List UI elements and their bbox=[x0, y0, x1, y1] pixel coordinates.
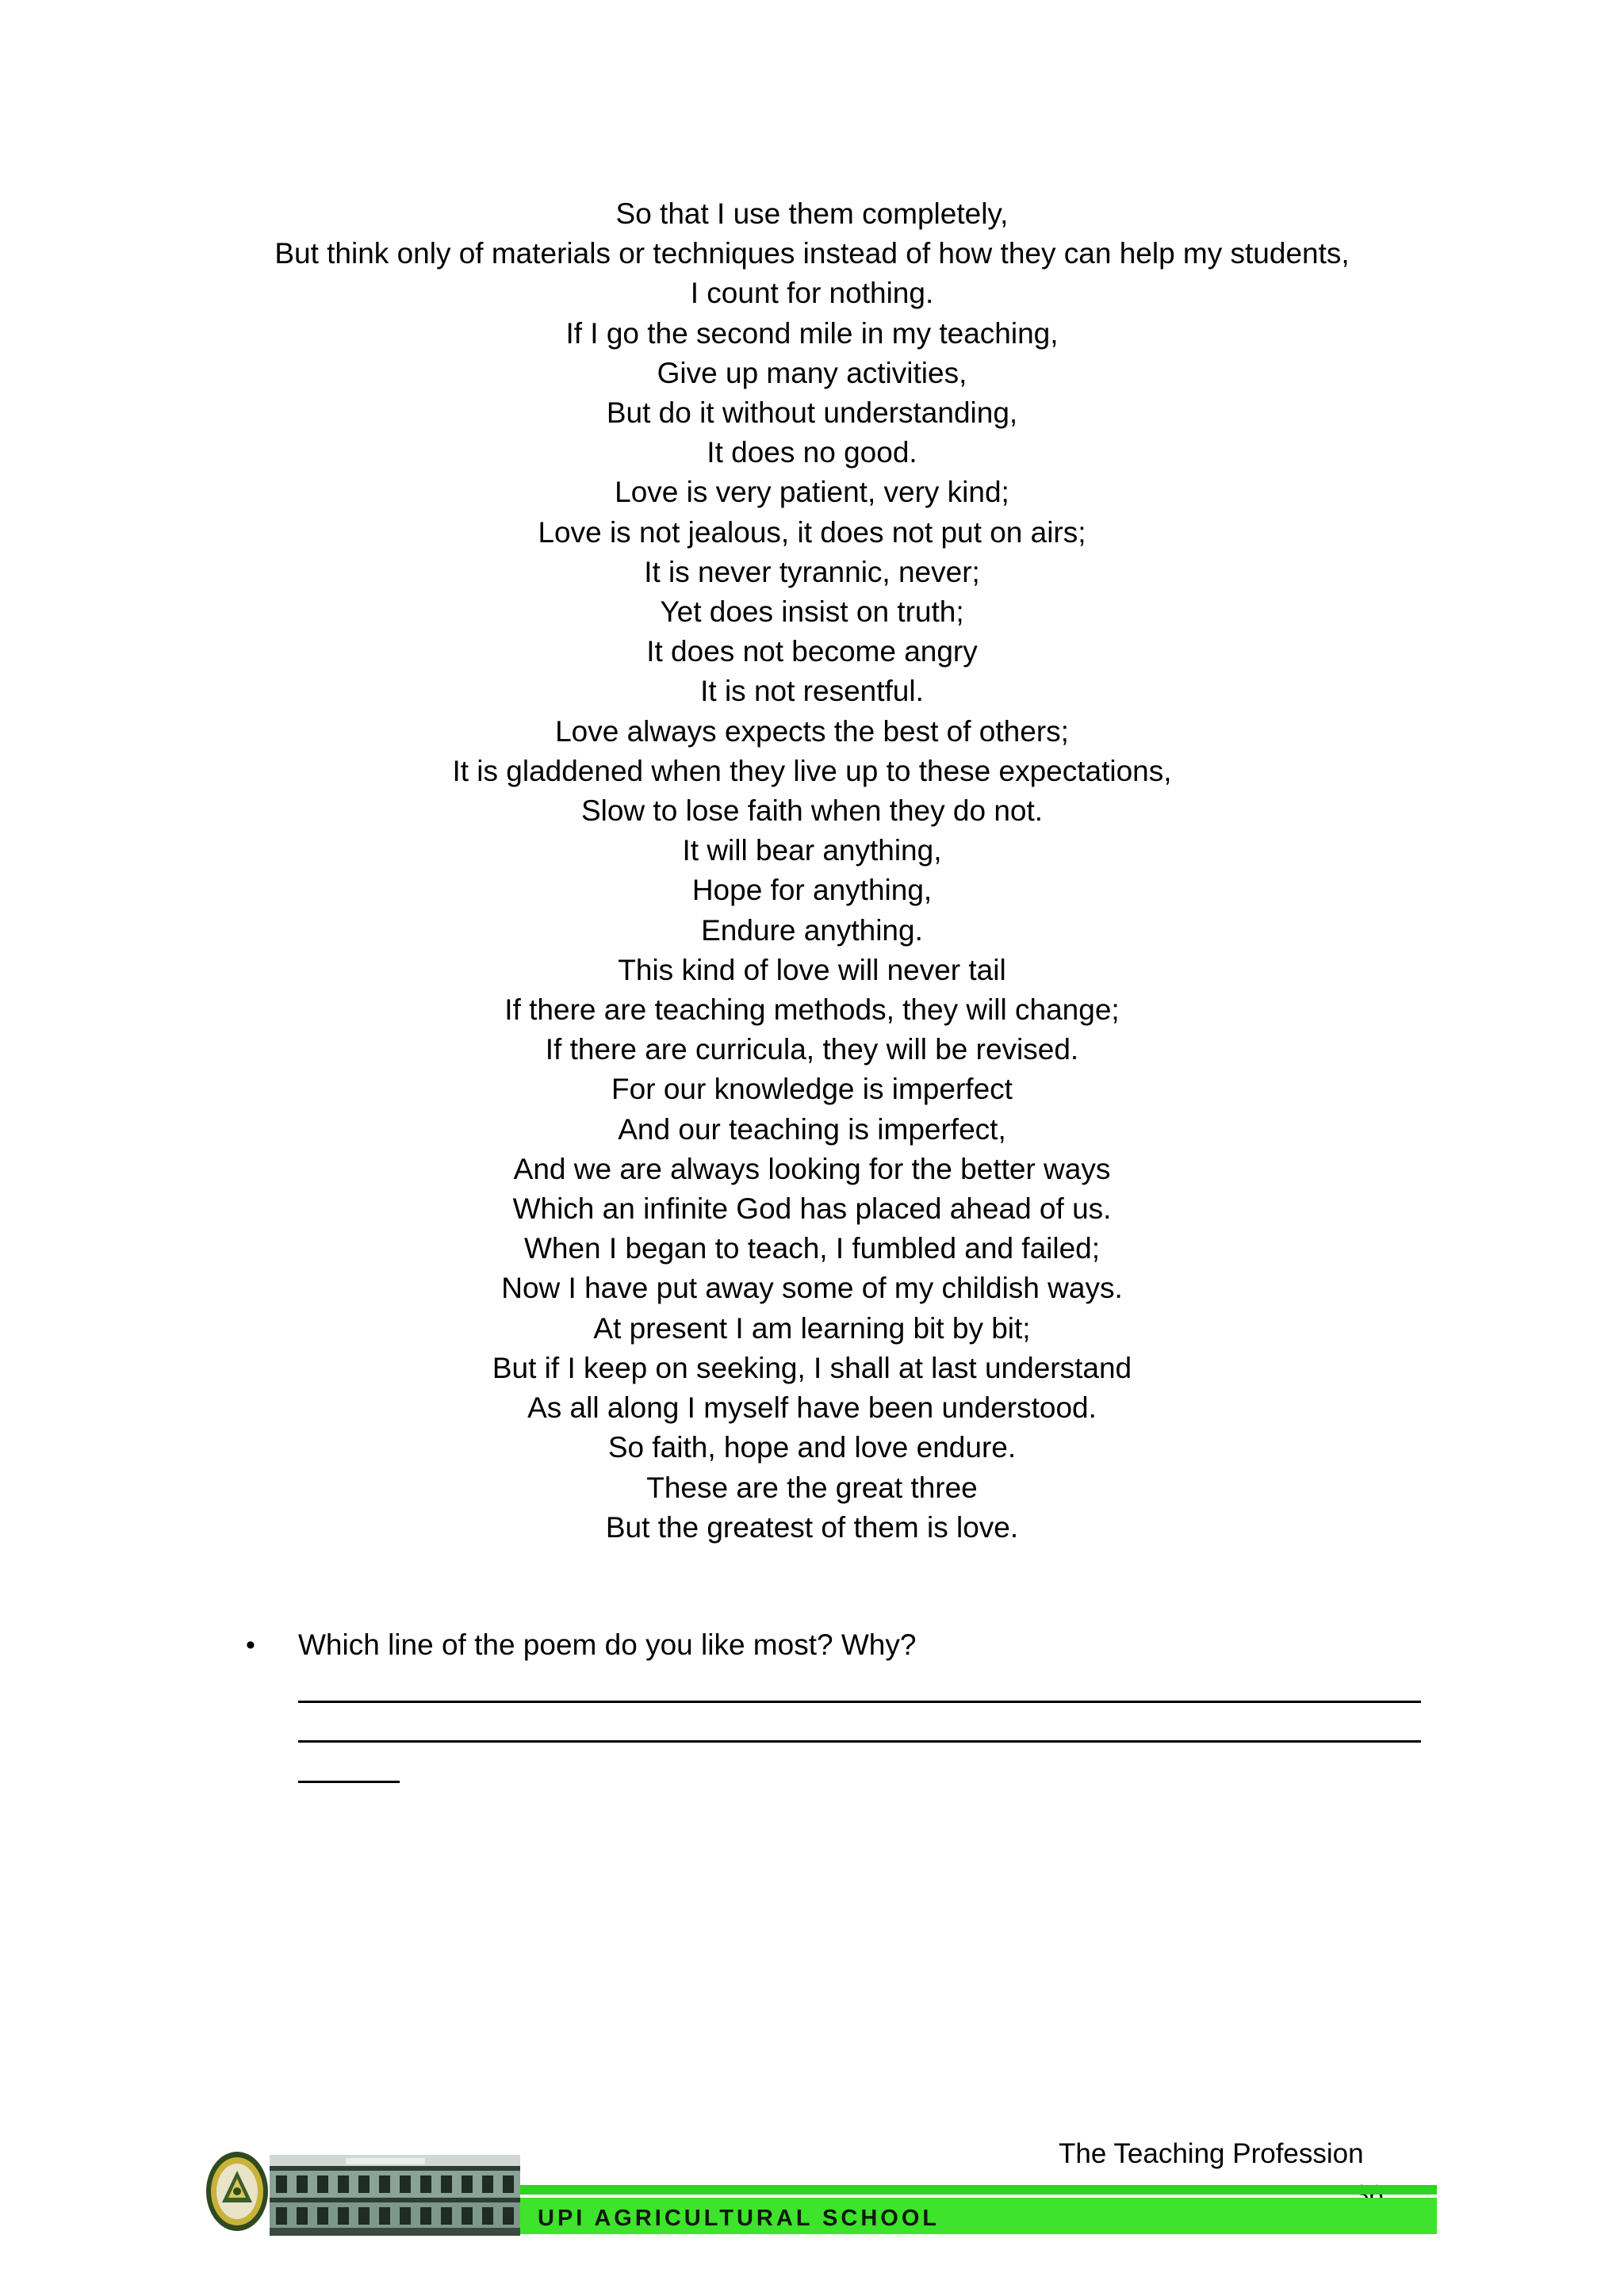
poem-line: But the greatest of them is love. bbox=[605, 1510, 1019, 1544]
poem-line: Now I have put away some of my childish ways. bbox=[501, 1272, 1123, 1305]
school-name: UPI AGRICULTURAL SCHOOL bbox=[538, 2206, 940, 2231]
poem-line: If I go the second mile in my teaching, bbox=[565, 316, 1059, 350]
poem-line: Endure anything. bbox=[701, 913, 923, 947]
answer-line[interactable] bbox=[298, 1781, 400, 1783]
poem-line: And our teaching is imperfect, bbox=[618, 1112, 1006, 1146]
poem bbox=[0, 194, 1624, 1548]
poem-line: It does not become angry bbox=[646, 635, 978, 668]
school-seal-icon bbox=[205, 2150, 270, 2233]
bullet-icon: • bbox=[246, 1630, 255, 1660]
poem-line: As all along I myself have been understood. bbox=[527, 1391, 1097, 1425]
poem-line: If there are curricula, they will be revised. bbox=[545, 1033, 1079, 1066]
poem-line: These are the great three bbox=[646, 1471, 978, 1504]
poem-line: It is gladdened when they live up to these expectations, bbox=[452, 754, 1172, 787]
poem-line: This kind of love will never tail bbox=[618, 953, 1006, 986]
poem-line: Slow to lose faith when they do not. bbox=[580, 794, 1044, 828]
poem-line: But if I keep on seeking, I shall at last understand bbox=[492, 1351, 1132, 1384]
poem-line: Give up many activities, bbox=[657, 356, 967, 389]
poem-line: It will bear anything, bbox=[682, 834, 942, 867]
poem-line: It is never tyrannic, never; bbox=[644, 555, 980, 588]
question-text: Which line of the poem do you like most? Why? bbox=[298, 1628, 917, 1661]
poem-line: At present I am learning bit by bit; bbox=[593, 1311, 1031, 1345]
school-building-photo-icon bbox=[270, 2155, 520, 2236]
answer-line[interactable] bbox=[298, 1701, 1421, 1703]
poem-line: Love is not jealous, it does not put on airs; bbox=[538, 515, 1086, 549]
poem-line: But think only of materials or techniques instead of how they can help my students, bbox=[274, 237, 1350, 270]
poem-line: If there are teaching methods, they will change; bbox=[504, 993, 1120, 1027]
poem-line: So faith, hope and love endure. bbox=[607, 1431, 1017, 1464]
poem-line: Yet does insist on truth; bbox=[660, 595, 964, 629]
poem-line: I count for nothing. bbox=[690, 277, 934, 310]
poem-line: Love is very patient, very kind; bbox=[615, 476, 1009, 509]
poem-line: It is not resentful. bbox=[700, 675, 924, 708]
poem-line: But do it without understanding, bbox=[606, 396, 1018, 430]
poem-line: Love always expects the best of others; bbox=[555, 714, 1069, 748]
poem-line: And we are always looking for the better ways bbox=[513, 1152, 1111, 1185]
poem-line: When I began to teach, I fumbled and failed; bbox=[523, 1232, 1101, 1265]
poem-line: For our knowledge is imperfect bbox=[611, 1073, 1013, 1106]
poem-line: It does no good. bbox=[707, 436, 917, 469]
poem-line: Hope for anything, bbox=[691, 874, 933, 907]
poem-line: So that I use them completely, bbox=[615, 197, 1009, 230]
footer-title: The Teaching Profession bbox=[1059, 2138, 1364, 2169]
poem-line: Which an infinite God has placed ahead of us. bbox=[512, 1192, 1112, 1226]
answer-line[interactable] bbox=[298, 1740, 1421, 1743]
